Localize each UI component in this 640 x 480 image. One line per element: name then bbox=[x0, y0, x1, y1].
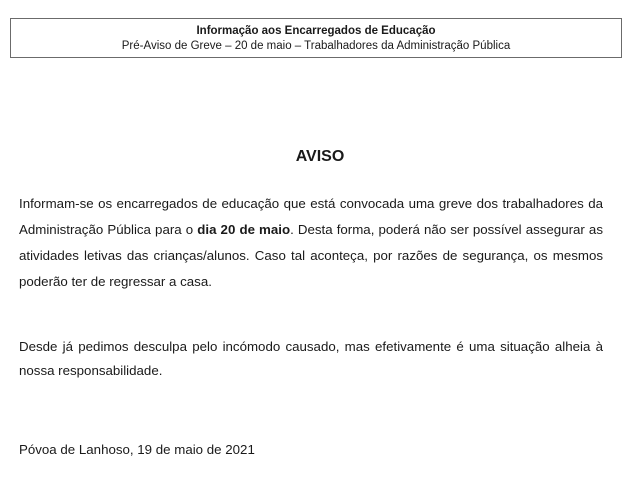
header-box bbox=[10, 18, 622, 58]
paragraph-1-text-end: . Desta forma, poderá não ser possível assegurar as atividades letivas das crianças/alunos. Caso tal aconteça, por razões de segurança, os mesmos poderão ter de regressar a casa. bbox=[19, 222, 603, 289]
place-and-date: Póvoa de Lanhoso, 19 de maio de 2021 bbox=[19, 442, 255, 457]
header-title: Informação aos Encarregados de Educação bbox=[196, 25, 436, 37]
paragraph-1-text-start: Informam-se os encarregados de educação que está convocada uma greve dos trabalhadores da Administração Pública para o bbox=[19, 196, 603, 237]
notice-paragraph-1 bbox=[19, 191, 603, 295]
notice-paragraph-2: Desde já pedimos desculpa pelo incómodo causado, mas efetivamente é uma situação alheia à nossa responsabilidade. bbox=[19, 339, 603, 378]
strike-date-emphasis: dia 20 de maio bbox=[197, 222, 291, 237]
header-subtitle: Pré-Aviso de Greve – 20 de maio – Trabalhadores da Administração Pública bbox=[121, 40, 511, 52]
notice-title: AVISO bbox=[295, 148, 345, 165]
